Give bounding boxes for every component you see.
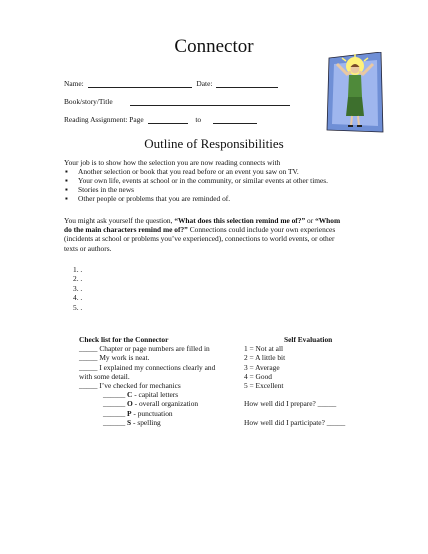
self-eval-heading: Self Evaluation <box>284 335 333 344</box>
book-field[interactable] <box>130 98 290 106</box>
intro-text: Your job is to show how the selection you are now reading connects with <box>64 158 281 167</box>
mechanics-desc: - overall organization <box>134 399 199 409</box>
question-rest: Connections could include your own experiences <box>189 225 336 235</box>
question-one: “What does this selection remind me of?” <box>174 216 306 225</box>
mechanics-letter: S <box>127 417 132 427</box>
numbered-list <box>73 265 82 312</box>
prepare-rating[interactable]: How well did I prepare? _____ <box>244 399 337 409</box>
numbered-item[interactable]: 5. . <box>73 302 83 312</box>
page-title: Connector <box>174 36 254 57</box>
checklist-item[interactable]: _____ Chapter or page numbers are filled in <box>79 344 210 354</box>
mechanics-blank[interactable]: ______ <box>103 417 126 427</box>
mechanics-item[interactable] <box>79 409 215 418</box>
mechanics-desc: - punctuation <box>133 408 173 418</box>
date-field[interactable] <box>216 80 278 88</box>
scale-item: 3 = Average <box>244 362 280 372</box>
mechanics-letter: P <box>127 408 132 418</box>
question-two-start: “Whom <box>315 216 341 225</box>
list-item: ▪ Other people or problems that you are reminded of. <box>64 194 328 203</box>
name-label: Name: <box>64 79 84 88</box>
to-label: to <box>195 115 202 124</box>
question-paragraph <box>64 216 364 253</box>
woman-clipart <box>325 52 385 134</box>
section-title: Outline of Responsibilities <box>144 136 284 151</box>
question-or: or <box>307 216 314 225</box>
page-to-field[interactable] <box>213 118 257 124</box>
mechanics-letter: O <box>127 399 133 409</box>
question-two-end: do the main characters remind me of?” <box>64 225 188 235</box>
mechanics-item[interactable] <box>79 399 215 408</box>
connection-list <box>64 167 328 203</box>
mechanics-blank[interactable]: ______ <box>103 399 126 409</box>
page-from-field[interactable] <box>148 118 188 124</box>
numbered-item[interactable]: 3. . <box>73 283 83 293</box>
self-evaluation <box>244 335 345 427</box>
scale-item: 2 = A little bit <box>244 353 286 363</box>
book-label: Book/story/Title <box>64 97 113 106</box>
mechanics-blank[interactable]: ______ <box>103 390 126 400</box>
checklist-item[interactable]: _____ I explained my connections clearly and <box>79 362 216 372</box>
checklist <box>79 335 215 427</box>
mechanics-desc: - spelling <box>133 417 161 427</box>
name-field[interactable] <box>88 80 192 88</box>
participate-rating[interactable]: How well did I participate? _____ <box>244 417 346 427</box>
numbered-item[interactable]: 1. . <box>73 265 83 274</box>
scale-item: 4 = Good <box>244 371 272 381</box>
scale-item: 5 = Excellent <box>244 381 284 391</box>
numbered-item[interactable]: 2. . <box>73 274 83 284</box>
checklist-item: with some detail. <box>79 371 130 381</box>
checklist-item[interactable]: _____ My work is neat. <box>79 353 150 363</box>
mechanics-letter: C <box>127 390 133 400</box>
mechanics-blank[interactable]: ______ <box>103 408 126 418</box>
list-item: ▪ Stories in the news <box>64 185 328 194</box>
question-line-3: texts or authors. <box>64 243 112 253</box>
numbered-item[interactable]: 4. . <box>73 293 83 303</box>
mechanics-item[interactable] <box>79 418 215 427</box>
question-lead: You might ask yourself the question, <box>64 216 173 225</box>
reading-label: Reading Assignment: Page <box>64 115 144 124</box>
mechanics-desc: - capital letters <box>134 390 179 400</box>
checklist-item[interactable]: _____ I’ve checked for mechanics <box>79 381 181 391</box>
list-item: ▪ Your own life, events at school or in the community, or similar events at other times. <box>64 176 328 185</box>
scale-item: 1 = Not at all <box>244 344 284 354</box>
question-line-2: (incidents at school or problems you’ve experienced), connections to world events, or other <box>64 234 335 244</box>
checklist-heading: Check list for the Connector <box>79 335 169 344</box>
date-label: Date: <box>196 79 213 88</box>
list-item: ▪ Another selection or book that you read before or an event you saw on TV. <box>64 167 328 176</box>
mechanics-item[interactable] <box>79 390 215 399</box>
